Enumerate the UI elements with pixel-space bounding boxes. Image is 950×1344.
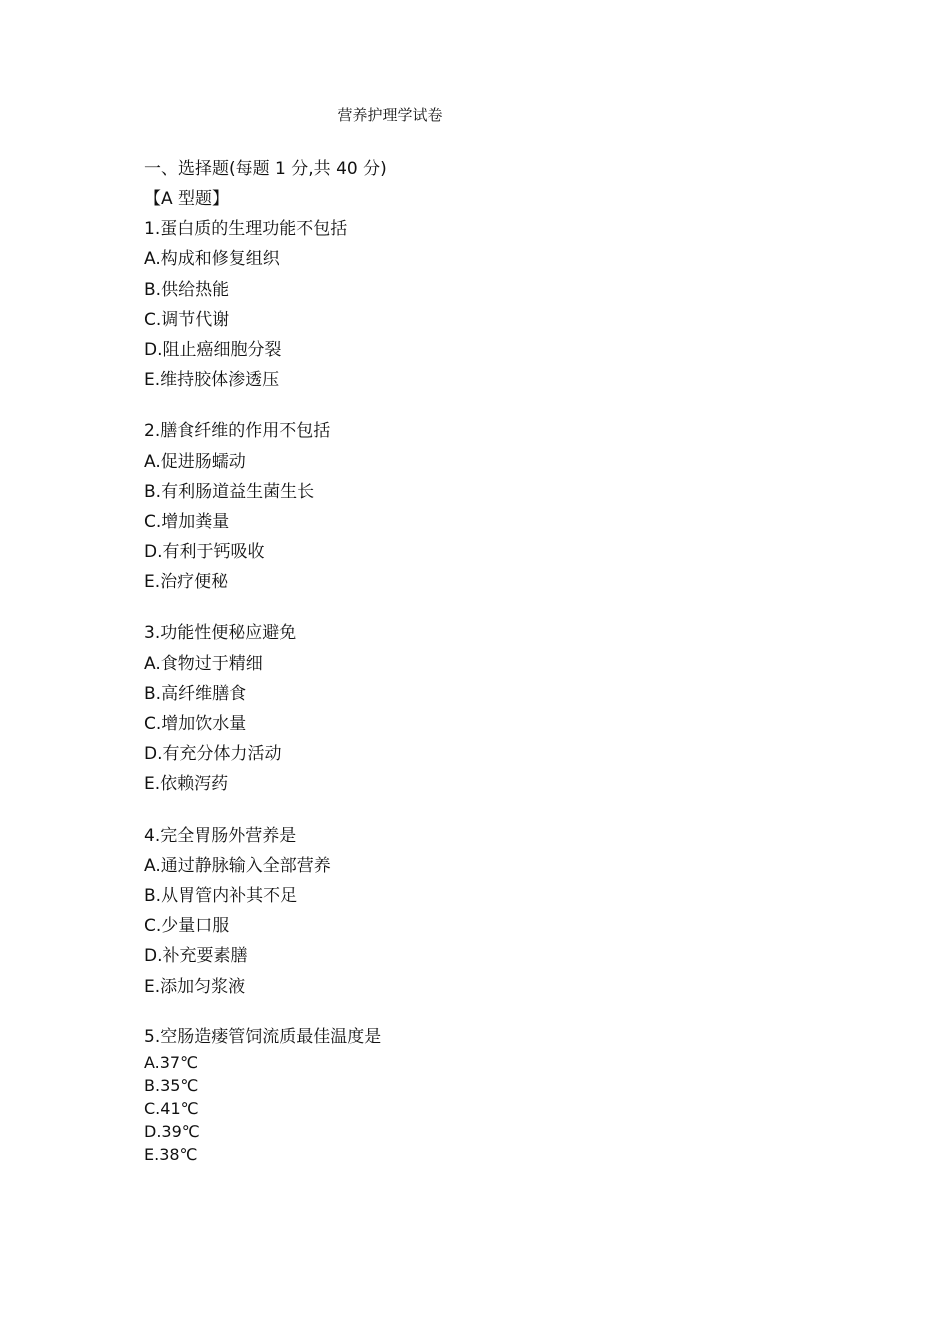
- option-d: D.补充要素膳: [144, 946, 248, 967]
- option-a: A.构成和修复组织: [144, 249, 280, 270]
- option-c: C.调节代谢: [144, 309, 230, 330]
- question-stem: 5.空肠造瘘管饲流质最佳温度是: [144, 1026, 382, 1047]
- option-c: C.增加粪量: [144, 511, 230, 532]
- option-d: D.阻止癌细胞分裂: [144, 339, 282, 360]
- option-b: B.高纤维膳食: [144, 683, 247, 704]
- option-d: D.有充分体力活动: [144, 744, 282, 765]
- option-e: E.治疗便秘: [144, 572, 229, 593]
- option-c: C.增加饮水量: [144, 714, 247, 734]
- option-b: B.供给热能: [144, 279, 230, 300]
- question-3: [144, 618, 864, 799]
- option-a: A.食物过于精细: [144, 653, 263, 674]
- option-e: E.依赖泻药: [144, 774, 229, 795]
- option-b: B.从胃管内补其不足: [144, 885, 298, 906]
- question-4: [144, 821, 864, 1002]
- option-a: A.促进肠蠕动: [144, 451, 246, 472]
- option-b: B.35℃: [144, 1075, 199, 1095]
- question-stem: 2.膳食纤维的作用不包括: [144, 421, 331, 442]
- option-c: C.少量口服: [144, 916, 230, 937]
- option-e: E.38℃: [144, 1144, 198, 1164]
- document-title: [0, 105, 780, 125]
- option-d: D.39℃: [144, 1121, 200, 1141]
- question-stem: 3.功能性便秘应避免: [144, 623, 297, 644]
- question-type-heading: 【A 型题】: [144, 189, 230, 209]
- question-stem: 1.蛋白质的生理功能不包括: [144, 219, 348, 240]
- question-2: [144, 416, 864, 597]
- option-d: D.有利于钙吸收: [144, 542, 265, 563]
- document-title-text: 营养护理学试卷: [337, 106, 443, 124]
- option-c: C.41℃: [144, 1098, 199, 1118]
- option-e: E.添加匀浆液: [144, 976, 246, 997]
- exam-content: [144, 154, 864, 1166]
- option-b: B.有利肠道益生菌生长: [144, 481, 315, 502]
- option-a: A.37℃: [144, 1052, 199, 1072]
- option-e: E.维持胶体渗透压: [144, 370, 280, 391]
- question-5: [144, 1023, 864, 1166]
- question-stem: 4.完全胃肠外营养是: [144, 825, 297, 846]
- question-1: [144, 214, 864, 395]
- option-a: A.通过静脉输入全部营养: [144, 855, 331, 876]
- section-heading: 一、选择题(每题 1 分,共 40 分): [144, 159, 387, 179]
